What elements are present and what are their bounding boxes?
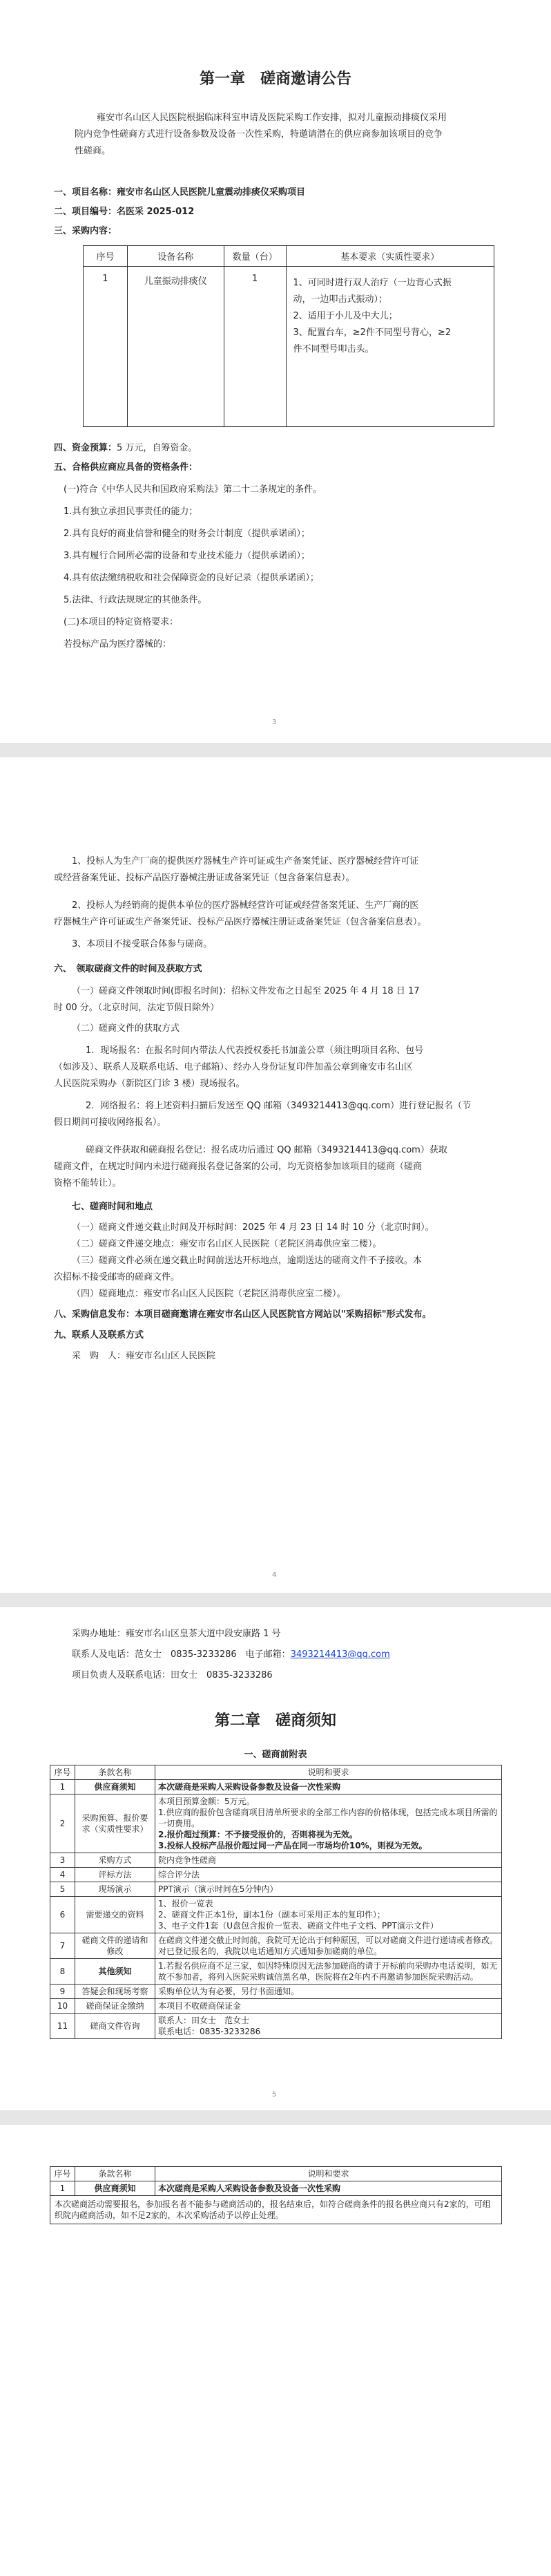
col-header-desc: 说明和要求 (155, 2167, 502, 2181)
table-note-row (50, 2196, 502, 2224)
s6-online-line-1 (86, 1100, 471, 1112)
row-desc (155, 1882, 502, 1897)
row-desc (155, 1868, 502, 1882)
col-header-requirements: 基本要求（实质性要求） (286, 246, 494, 267)
requirement-para-2-line-1: 2、投标人为经销商的提供本单位的医疗器械经营许可证或经营备案凭证、生产厂商的医 (72, 900, 419, 911)
row-clause: 现场演示 (75, 1882, 155, 1897)
s6-file-line-2: 磋商文件，在规定时间内未进行磋商报名登记备案的公司，均无资格参加该项目的磋商（磋商 (54, 1162, 423, 1172)
col-header-no: 序号 (50, 1765, 75, 1780)
cell-qty: 1 (224, 267, 286, 427)
desc-line: 院内竞争性磋商 (158, 1855, 217, 1865)
row-clause: 磋商文件咨询 (75, 2014, 155, 2039)
cell-no: 1 (84, 267, 128, 427)
s6-onsite-line-2: （如涉及）、联系人及联系电话、电子邮箱）、经办人身份证复印件加盖公章到雍安市名山区 (54, 1062, 414, 1072)
s6-file-line-3: 资格不能转让）。 (54, 1178, 122, 1188)
section-6-heading: 六、 领取磋商文件的时间及获取方式 (54, 964, 202, 974)
contact-email-link[interactable]: 3493214413@qq.com (290, 1649, 390, 1660)
table-row (50, 2181, 502, 2196)
section-9-heading: 九、联系人及联系方式 (54, 1330, 144, 1341)
desc-line: 综合评分法 (158, 1870, 200, 1879)
row-no: 3 (50, 1853, 75, 1868)
row-desc (155, 2014, 502, 2039)
s6-time-line-1: （一）磋商文件领取时间(即报名时间)：招标文件发布之日起至 2025 年 4 月 18 日 17 (72, 986, 420, 996)
s7-item: （一）磋商文件递交截止时间及开标时间：2025 年 4 月 23 日 14 时 10 分（北京时间）。 (72, 1222, 434, 1233)
desc-line: 3.投标人投标产品报价超过同一产品在同一市场均价10%，则视为无效。 (158, 1841, 427, 1850)
purchaser: 采 购 人：雍安市名山区人民医院 (72, 1351, 216, 1361)
qualification-item: 2.具有良好的商业信誉和健全的财务会计制度（提供承诺函）； (64, 529, 310, 539)
row-clause: 供应商须知 (75, 1780, 155, 1794)
s6-online-text-a: 2．网络报名：将上述资料扫描后发送至 QQ 邮箱（ (86, 1101, 291, 1111)
s7-item: 次招标不接受邮寄的磋商文件。 (54, 1272, 180, 1282)
purchase-content-heading: 三、采购内容： (54, 226, 117, 236)
desc-line: 2、磋商文件正本1份，副本1份（副本可采用正本的复印件）； (158, 1910, 385, 1920)
row-no: 1 (50, 2181, 75, 2196)
row-no: 6 (50, 1897, 75, 1933)
row-clause: 磋商保证金缴纳 (75, 1999, 155, 2014)
table-row (50, 1999, 502, 2014)
row-no: 4 (50, 1868, 75, 1882)
project-leader: 项目负责人及联系电话：田女士 0835-3233286 (72, 1670, 273, 1680)
desc-line: 联系人：田女士 范女士 (158, 2016, 250, 2025)
row-no: 5 (50, 1882, 75, 1897)
col-header-clause: 条款名称 (75, 2167, 155, 2181)
intro-line-2: 院内竞争性磋商方式进行设备参数及设备一次性采购，特邀请潜在的供应商参加该项目的竞争 (75, 129, 443, 140)
document-page-4 (0, 2125, 551, 2576)
qualification-item: 4.具有依法缴纳税收和社会保障资金的良好记录（提供承诺函）； (64, 573, 319, 583)
desc-line: 1、报价一览表 (158, 1899, 213, 1909)
desc-line: 1.若报名供应商不足三家，如因特殊原因无法参加磋商的请于开标前向采购办电话说明，如无故不参加者，将列入医院采购诚信黑名单，医院将在2年内不再邀请参加医院采购活动。 (158, 1961, 498, 1982)
purchase-table-header (84, 246, 494, 267)
s7-item: （三）磋商文件必须在递交截止时间前送达开标地点，逾期送达的磋商文件不予接收。本 (72, 1256, 423, 1266)
table-row (50, 1853, 502, 1868)
row-clause: 其他须知 (75, 1959, 155, 1985)
requirement-line: 3、配置台车，≥2件不同型号背心，≥2 (293, 328, 452, 338)
s7-item: （四）磋商地点：雍安市名山区人民医院（老院区消毒供应室二楼）。 (72, 1289, 346, 1299)
row-no: 2 (50, 1794, 75, 1853)
col-header-no: 序号 (50, 2167, 75, 2181)
s6-time-line-2: 时 00 分。（北京时间，法定节假日除外） (54, 1003, 220, 1013)
pre-bidding-table (50, 1765, 502, 2039)
chapter-1-title: 第一章 磋商邀请公告 (199, 70, 351, 88)
purchase-table (83, 245, 494, 427)
page-number: 3 (272, 719, 277, 726)
pre-table-body (50, 1794, 502, 2039)
row-desc (155, 1959, 502, 1985)
row-clause: 采购预算、报价要求（实质性要求） (75, 1794, 155, 1853)
requirement-line: 2、适用于小儿及中大儿； (293, 311, 398, 321)
document-page-2 (0, 757, 551, 1593)
s7-item: （二）磋商文件递交地点：雍安市名山区人民医院（老院区消毒供应室二楼）。 (72, 1239, 382, 1249)
table-row (50, 1933, 502, 1959)
s6-online-line-2: 假日期间可接收网络报名）。 (54, 1117, 166, 1128)
desc-line: 3、电子文件1套（U盘包含报价一览表、磋商文件电子文档、PPT演示文件） (158, 1921, 438, 1931)
row-note: 本次磋商活动需要报名，参加报名者不能参与磋商活动的，报名结束后，如符合磋商条件的报名供应商只有2家的，可组织院内磋商活动，如不足2家的，本次采购活动予以停止处理。 (50, 2196, 502, 2224)
s6-onsite-line-1: 1．现场报名：在报名时间内带法人代表授权委托书加盖公章（须注明项目名称、包号 (86, 1045, 424, 1056)
row-desc: 本次磋商是采购人采购设备参数及设备一次性采购 (155, 1780, 502, 1794)
intro-line-3: 性磋商。 (75, 146, 111, 156)
document-page-1 (0, 0, 551, 743)
project-number: 二、项目编号：名医采 2025-012 (54, 207, 195, 217)
desc-line: 2.报价超过预算：不予接受报价的，否则将视为无效。 (158, 1830, 358, 1839)
table-row (50, 1794, 502, 1853)
table-row (50, 2014, 502, 2039)
project-name: 一、项目名称：雍安市名山区人民医院儿童震动排痰仪采购项目 (54, 187, 306, 198)
section-8: 八、采购信息发布：本项目磋商邀请在雍安市名山区人民医院官方网站以"采购招标"形式发布。 (54, 1309, 432, 1320)
desc-line: 在磋商文件递交截止时间前，我院可无论出于何种原因，可以对磋商文件进行递请或者修改。对已登记报名的，我院以电话通知方式通知参加磋商的单位。 (158, 1935, 499, 1956)
s6-onsite-line-3: 人民医院采购办（新院区门诊 3 楼）现场报名。 (54, 1079, 245, 1089)
col-header-clause: 条款名称 (75, 1765, 155, 1780)
row-no: 11 (50, 2014, 75, 2039)
col-header-desc: 说明和要求 (155, 1765, 502, 1780)
budget-value: 5 万元，自筹资金。 (117, 443, 197, 453)
requirement-line: 1、可同时进行双人治疗（一边背心式振 (293, 278, 452, 288)
table-header-row (50, 2167, 502, 2181)
desc-line: 1.供应商的报价包含磋商项目清单所要求的全部工作内容的价格体现，包括完成本项目所需的一切费用。 (158, 1808, 498, 1828)
qualification-item: 1.具有独立承担民事责任的能力； (64, 506, 198, 517)
table-row (50, 1897, 502, 1933)
row-desc (155, 1985, 502, 1999)
qualification-item: 3.具有履行合同所必需的设备和专业技术能力（提供承诺函）； (64, 551, 310, 561)
col-header-device: 设备名称 (127, 246, 224, 267)
cell-requirements (286, 267, 494, 427)
row-desc: 本次磋商是采购人采购设备参数及设备一次性采购 (155, 2181, 502, 2196)
desc-line: 采购单位认为有必要，另行书面通知。 (158, 1987, 300, 1996)
row-desc (155, 1933, 502, 1959)
s6-online-email[interactable]: 3493214413@qq.com (291, 1101, 391, 1111)
row-no: 8 (50, 1959, 75, 1985)
requirement-line: 动，一边叩击式振动）； (293, 294, 388, 305)
budget-label: 四、资金预算： (54, 443, 117, 453)
contact-label: 联系人及电话：范女士 0835-3233286 电子邮箱： (72, 1649, 291, 1660)
col-header-no: 序号 (84, 246, 128, 267)
row-clause: 供应商须知 (75, 2181, 155, 2196)
qualification-item: 若投标产品为医疗器械的： (64, 639, 172, 650)
page-number: 5 (272, 2091, 277, 2099)
pre-table-title: 一、磋商前附表 (244, 1750, 307, 1760)
qualification-item: (二)本项目的特定资格要求： (64, 617, 179, 627)
table-row (50, 1780, 502, 1794)
chapter-2-title: 第二章 磋商须知 (214, 1712, 336, 1730)
qualification-item: 5.法律、行政法规规定的其他条件。 (64, 595, 207, 605)
section-7-heading: 七、磋商时间和地点 (72, 1202, 153, 1212)
desc-line: 本项目预算金额：5万元。 (158, 1797, 255, 1806)
budget (54, 442, 197, 454)
cell-device-name: 儿童振动排痰仪 (127, 267, 224, 427)
table-row (50, 1985, 502, 1999)
desc-line: 本项目不收磋商保证金 (158, 2001, 242, 2011)
requirement-para-2-line-2: 疗器械生产许可证或生产备案凭证、投标产品医疗器械注册证或备案凭证（包含备案信息表）。 (54, 917, 427, 927)
row-clause: 需要递交的资料 (75, 1897, 155, 1933)
row-no: 7 (50, 1933, 75, 1959)
requirement-para-3: 3、本项目不接受联合体参与磋商。 (72, 939, 213, 949)
qualification-heading: 五、合格供应商应具备的资格条件： (54, 462, 198, 473)
desc-line: PPT演示（演示时间在5分钟内） (158, 1884, 278, 1894)
qualification-item: (一)符合《中华人民共和国政府采购法》第二十二条规定的条件。 (64, 484, 322, 495)
row-no: 1 (50, 1780, 75, 1794)
row-clause: 评标方法 (75, 1868, 155, 1882)
row-clause: 磋商文件的递请和修改 (75, 1933, 155, 1959)
row-clause: 答疑会和现场考察 (75, 1985, 155, 1999)
row-desc (155, 1794, 502, 1853)
s6-method-heading: （二）磋商文件的获取方式 (72, 1023, 180, 1034)
table-row (50, 1882, 502, 1897)
table-row (50, 1959, 502, 1985)
row-clause: 采购方式 (75, 1853, 155, 1868)
requirement-para-1-line-1: 1、投标人为生产厂商的提供医疗器械生产许可证或生产备案凭证、医疗器械经营许可证 (72, 856, 419, 866)
desc-line: 联系电话：0835-3233286 (158, 2027, 261, 2036)
document-page-3 (0, 1607, 551, 2110)
table-row (84, 267, 494, 427)
s6-online-text-b: ）进行登记报名（节 (390, 1101, 472, 1111)
row-desc (155, 1897, 502, 1933)
row-no: 10 (50, 1999, 75, 2014)
office-address: 采购办地址：雍安市名山区皇茶大道中段安康路 1 号 (72, 1629, 281, 1639)
row-no: 9 (50, 1985, 75, 1999)
col-header-qty: 数量（台） (224, 246, 286, 267)
row-desc (155, 1853, 502, 1868)
table-row (50, 1868, 502, 1882)
row-desc (155, 1999, 502, 2014)
requirement-para-1-line-2: 或经营备案凭证、投标产品医疗器械注册证或备案凭证（包含备案信息表）。 (54, 873, 355, 883)
s6-file-line-1: 磋商文件获取和磋商报名登记：报名成功后通过 QQ 邮箱（3493214413@qq.com）获取 (86, 1145, 447, 1155)
page-number: 4 (272, 1571, 277, 1579)
pre-bidding-table-continued (50, 2166, 502, 2224)
intro-line-1: 雍安市名山区人民医院根据临床科室申请及医院采购工作安排，拟对儿童振动排痰仪采用 (97, 113, 447, 123)
requirement-line: 件不同型号叩击头。 (293, 344, 374, 354)
table-header-row (50, 1765, 502, 1780)
contact-line (72, 1649, 390, 1660)
